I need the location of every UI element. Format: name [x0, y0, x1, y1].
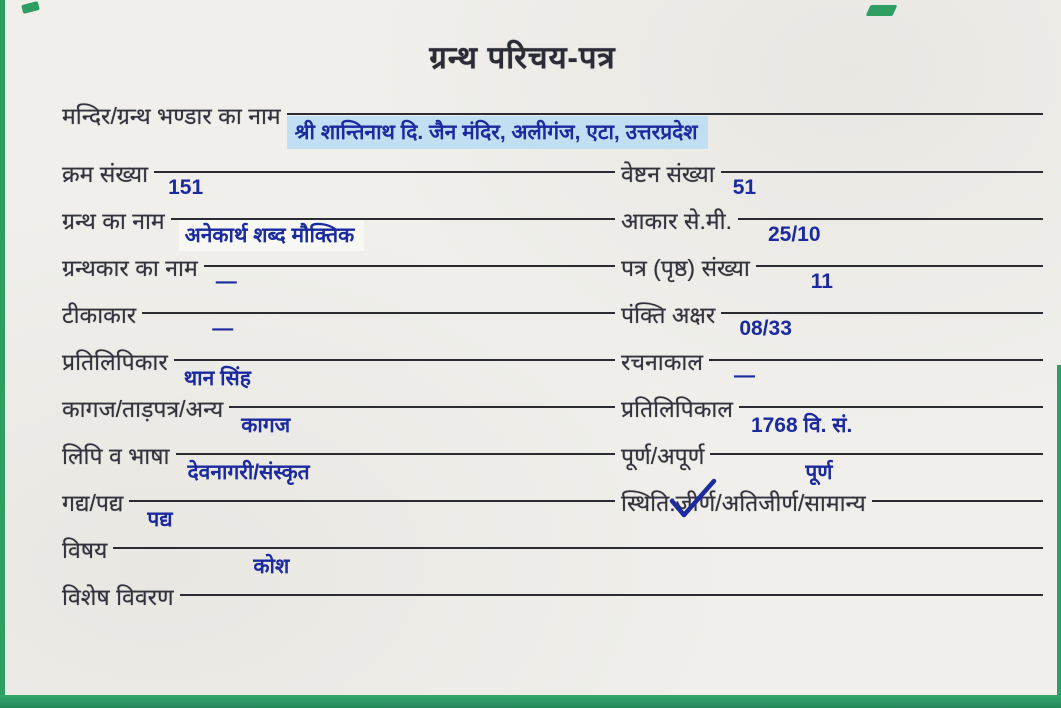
form-row [62, 254, 1043, 301]
scan-edge-left [0, 0, 5, 708]
form-row [62, 442, 1043, 489]
completeness-value: पूर्ण [805, 461, 833, 484]
scan-edge-bottom [0, 695, 1061, 708]
form-row-subject [62, 536, 1043, 583]
form-row [62, 207, 1043, 254]
bundle-number-label: वेष्टन संख्या [621, 161, 715, 187]
form-row-repository [62, 102, 1043, 160]
scan-edge-right [1057, 365, 1061, 695]
commentator-label: टीकाकार [62, 302, 137, 328]
size-cm-ruled-line [738, 218, 1043, 247]
condition-label [621, 489, 872, 518]
script-language-ruled-line [176, 453, 615, 486]
prose-verse-ruled-line [129, 500, 615, 533]
copyist-value: थान सिंह [183, 367, 251, 390]
copy-date-value: 1768 वि. सं. [750, 414, 853, 437]
leaf-page-count-value: 11 [810, 270, 833, 293]
serial-number-ruled-line [154, 171, 615, 200]
special-details-ruled-line [180, 594, 1043, 614]
commentator-value: — [212, 317, 234, 340]
subject-value: कोश [253, 555, 290, 578]
completeness-ruled-line [710, 453, 1043, 486]
author-name-label: ग्रन्थकार का नाम [62, 255, 198, 281]
lines-letters-value: 08/33 [739, 317, 792, 340]
leaf-page-count-ruled-line [756, 265, 1043, 294]
form-row [62, 489, 1043, 536]
leaf-page-count-label: पत्र (पृष्ठ) संख्या [621, 255, 750, 281]
form-row [62, 395, 1043, 442]
lines-letters-label: पंक्ति अक्षर [621, 302, 716, 328]
book-name-ruled-line [171, 218, 615, 251]
bundle-number-value: 51 [732, 176, 757, 199]
repository-value: श्री शान्तिनाथ दि. जैन मंदिर, अलीगंज, एटा, उत्तरप्रदेश [287, 116, 708, 149]
page-title: ग्रन्थ परिचय-पत्र [429, 40, 616, 75]
condition-label-suffix: /अतिजीर्ण/सामान्य [715, 490, 866, 516]
composition-date-value: — [733, 364, 755, 387]
author-name-ruled-line [204, 265, 615, 294]
size-cm-value: 25/10 [767, 223, 821, 246]
composition-date-ruled-line [709, 359, 1043, 388]
prose-verse-value: पद्य [147, 508, 173, 531]
form-row [62, 160, 1043, 207]
material-ruled-line [229, 406, 615, 439]
subject-label: विषय [62, 537, 108, 563]
lines-letters-ruled-line [721, 312, 1043, 341]
condition-checked-option: जीर्ण [676, 489, 716, 518]
composition-date-label: रचनाकाल [621, 349, 703, 375]
serial-number-label: क्रम संख्या [62, 161, 149, 187]
size-cm-label: आकार से.मी. [621, 208, 732, 234]
scan-mark-top-right [866, 5, 898, 16]
book-name-label: ग्रन्थ का नाम [62, 208, 165, 234]
prose-verse-label: गद्य/पद्य [62, 490, 124, 516]
copy-date-label: प्रतिलिपिकाल [621, 396, 733, 422]
bundle-number-ruled-line [721, 171, 1043, 200]
serial-number-value: 151 [168, 176, 204, 199]
script-language-value: देवनागरी/संस्कृत [187, 461, 310, 484]
book-name-value: अनेकार्थ शब्द मौक्तिक [179, 220, 365, 251]
condition-label-prefix: स्थिति: [621, 490, 676, 516]
repository-ruled-line [287, 113, 1043, 149]
completeness-label: पूर्ण/अपूर्ण [621, 443, 705, 469]
copy-date-ruled-line [739, 406, 1043, 439]
form-row [62, 348, 1043, 395]
author-name-value: — [215, 270, 237, 293]
commentator-ruled-line [142, 312, 615, 341]
condition-ruled-line [872, 500, 1043, 518]
material-label: कागज/ताड़पत्र/अन्य [62, 396, 224, 422]
repository-label: मन्दिर/ग्रन्थ भण्डार का नाम [62, 103, 281, 129]
subject-ruled-line [113, 547, 1043, 580]
copyist-label: प्रतिलिपिकार [62, 349, 168, 375]
form-row [62, 301, 1043, 348]
special-details-label: विशेष विवरण [62, 584, 174, 610]
material-value: कागज [241, 414, 291, 437]
form-row-special-details [62, 583, 1043, 630]
copyist-ruled-line [174, 359, 615, 392]
script-language-label: लिपि व भाषा [62, 443, 170, 469]
